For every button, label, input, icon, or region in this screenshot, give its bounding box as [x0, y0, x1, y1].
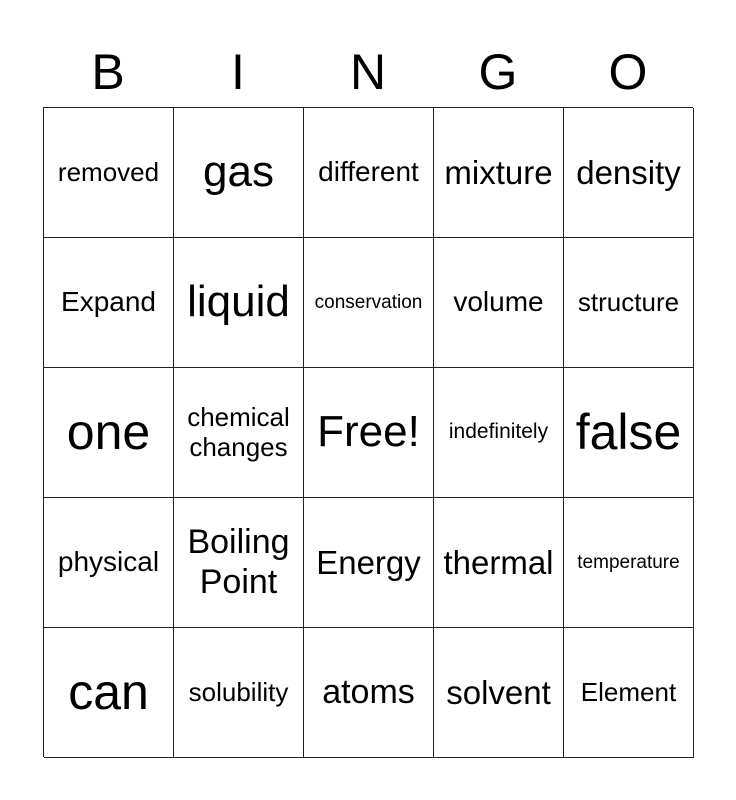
bingo-cell[interactable] [44, 628, 174, 758]
cell-word: liquid [187, 277, 290, 327]
bingo-cell[interactable] [564, 498, 694, 628]
bingo-cell[interactable] [174, 498, 304, 628]
cell-word: indefinitely [448, 420, 549, 444]
bingo-cell[interactable] [44, 368, 174, 498]
cell-word: different [318, 156, 419, 188]
bingo-cell[interactable] [304, 238, 434, 368]
bingo-cell[interactable] [434, 108, 564, 238]
free-space[interactable] [304, 368, 434, 498]
cell-word: atoms [322, 672, 415, 711]
cell-word: removed [57, 156, 160, 187]
bingo-board [43, 107, 693, 757]
cell-word: gas [203, 147, 274, 197]
cell-word: physical [57, 546, 160, 578]
bingo-cell[interactable] [174, 628, 304, 758]
bingo-header [43, 36, 693, 108]
bingo-cell[interactable] [434, 628, 564, 758]
bingo-cell[interactable] [44, 498, 174, 628]
cell-word: Free! [317, 407, 420, 457]
cell-word: temperature [577, 551, 680, 573]
header-letter-b: B [91, 44, 125, 100]
cell-word: density [576, 153, 681, 191]
cell-word: solvent [446, 673, 551, 711]
cell-word: structure [577, 286, 680, 317]
cell-word: Element [580, 676, 677, 707]
cell-word: conservation [314, 291, 423, 313]
bingo-cell[interactable] [304, 108, 434, 238]
cell-word: mixture [444, 153, 553, 191]
bingo-cell[interactable] [174, 368, 304, 498]
cell-word: false [575, 403, 682, 460]
bingo-cell[interactable] [434, 368, 564, 498]
bingo-cell[interactable] [564, 628, 694, 758]
cell-word: thermal [443, 543, 554, 581]
cell-word: solubility [188, 676, 289, 707]
bingo-cell[interactable] [564, 368, 694, 498]
cell-word: Expand [61, 286, 156, 318]
header-letter-g: G [478, 44, 518, 100]
cell-word: one [66, 403, 151, 460]
bingo-cell[interactable] [564, 238, 694, 368]
header-letter-n: N [349, 44, 387, 100]
cell-word: chemical changes [187, 401, 290, 462]
bingo-cell[interactable] [434, 498, 564, 628]
bingo-cell[interactable] [174, 108, 304, 238]
bingo-cell[interactable] [564, 108, 694, 238]
cell-word: can [68, 663, 149, 720]
bingo-cell[interactable] [44, 108, 174, 238]
header-letter-o: O [608, 44, 648, 100]
bingo-cell[interactable] [304, 498, 434, 628]
bingo-cell[interactable] [174, 238, 304, 368]
bingo-cell[interactable] [304, 628, 434, 758]
cell-word: Energy [316, 543, 421, 581]
bingo-cell[interactable] [44, 238, 174, 368]
header-letter-i: I [231, 44, 245, 100]
cell-word: Boiling Point [187, 523, 290, 601]
bingo-cell[interactable] [434, 238, 564, 368]
cell-word: volume [453, 286, 544, 318]
